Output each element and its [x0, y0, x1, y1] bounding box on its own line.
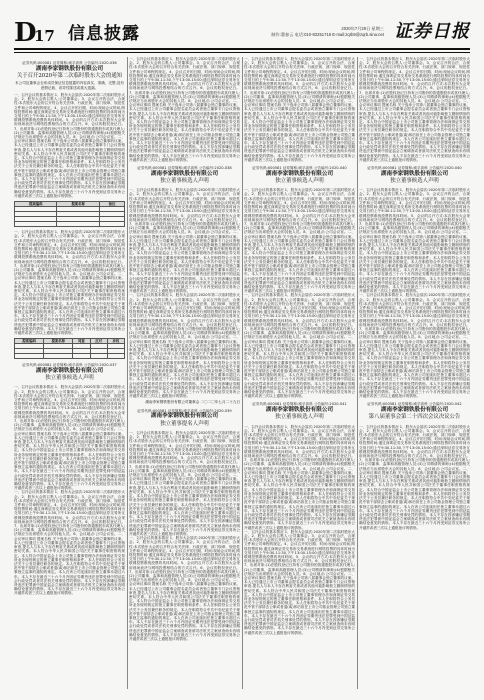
column-divider [357, 57, 358, 689]
notice-header [244, 166, 355, 185]
notice-declaration: 本公司及董事会全体成员保证信息披露的内容真实、准确、完整,没有虚假记载、误导性陈述或重大遗漏。 [15, 81, 124, 90]
voting-table [14, 338, 125, 359]
issue-date: 2020年7月29日 星期三 [341, 26, 384, 31]
table-header: 提案名称 [57, 202, 99, 207]
notice-body: 一、召开会议的基本情况 1、股东大会届次:2020年第二次临时股东大会。2、股东大会的召集人:公司董事会。3、会议召开的合法、合规性:本次股东大会的召开符合有关法律、行政法规、部门规章、规范性文件和公司章程的规定。4、会议召开的日期、时间:现场会议时间,网络投票时间:通过深圳证券交易所交易系统进行网络投票的具体时间为交易日的上午9:30-11:30,下午13:00-15:00;通过深圳证券交易所互联网投票系统投票的具体时间。5、会议的召开方式:本次股东大会采用现场表决与网络投票相结合的方式召开。6、会议的股权登记日。7、出席对象:(1)在股权登记日持有公司股份的普通股股东或其代理人;(2)公司董事、监事和高级管理人员;(3)公司聘请的律师;(4)根据相关法规应当出席股东大会的其他人员。8、会议地点:公司会议室。二、会议审议事项 提案名称 关于选举公司第八届董事会独立董事的议案。本人已经通过上市公司董事会提名委员会或者独立董事专门会议资格审查,提名人与本人不存在利害关系或者其他可能影响独立履职情形的密切关系。本人符合中华人民共和国公司法关于董事任职资格的规定。本人符合中国证监会上市公司独立董事管理办法和深圳证券交易所业务规则规定的独立董事任职资格和条件。本人任职将符合公务员法关于公务员兼任职务的规定。本人任职将符合中共中央纪委关于规范中管干部辞去公职或者退(离)休后担任上市公司基金管理公司独立董事独立监事的通知的规定。本人在该公司连续担任独立董事未超过六年。本人不存在最近三十六个月内因证券期货违法犯罪受到中国证监会行政处罚或者司法机关刑事处罚的情形。本人不存在因涉嫌证券期货违法犯罪被中国证监会立案调查或者被司法机关立案侦查尚未有明确结论意见的情形。本人不存在最近三十六个月内受到证券交易所公开谴责或者三次以上通报批评的情形。 [359, 293, 470, 399]
header-rule-thin [14, 52, 470, 53]
notice-body: 一、召开会议的基本情况 1、股东大会届次:2020年第二次临时股东大会。2、股东大会的召集人:公司董事会。3、会议召开的合法、合规性:本次股东大会的召开符合有关法律、行政法规、部门规章、规范性文件和公司章程的规定。4、会议召开的日期、时间:现场会议时间,网络投票时间:通过深圳证券交易所交易系统进行网络投票的具体时间为交易日的上午9:30-11:30,下午13:00-15:00;通过深圳证券交易所互联网投票系统投票的具体时间。5、会议的召开方式:本次股东大会采用现场表决与网络投票相结合的方式召开。6、会议的股权登记日。7、出席对象:(1)在股权登记日持有公司股份的普通股股东或其代理人;(2)公司董事、监事和高级管理人员;(3)公司聘请的律师;(4)根据相关法规应当出席股东大会的其他人员。8、会议地点:公司会议室。二、会议审议事项 提案名称 关于选举公司第八届董事会独立董事的议案。本人已经通过上市公司董事会提名委员会或者独立董事专门会议资格审查,提名人与本人不存在利害关系或者其他可能影响独立履职情形的密切关系。本人符合中华人民共和国公司法关于董事任职资格的规定。本人符合中国证监会上市公司独立董事管理办法和深圳证券交易所业务规则规定的独立董事任职资格和条件。本人任职将符合公务员法关于公务员兼任职务的规定。本人任职将符合中共中央纪委关于规范中管干部辞去公职或者退(离)休后担任上市公司基金管理公司独立董事独立监事的通知的规定。本人在该公司连续担任独立董事未超过六年。本人不存在最近三十六个月内因证券期货违法犯罪受到中国证监会行政处罚或者司法机关刑事处罚的情形。本人不存在因涉嫌证券期货违法犯罪被中国证监会立案调查或者被司法机关立案侦查尚未有明确结论意见的情形。本人不存在最近三十六个月内受到证券交易所公开谴责或者三次以上通报批评的情形。 [14, 93, 125, 198]
notice-title: 独立董事候选人声明 [275, 414, 324, 421]
notice-header [129, 409, 240, 428]
notice-body: 一、召开会议的基本情况 1、股东大会届次:2020年第二次临时股东大会。2、股东大会的召集人:公司董事会。3、会议召开的合法、合规性:本次股东大会的召开符合有关法律、行政法规、部门规章、规范性文件和公司章程的规定。4、会议召开的日期、时间:现场会议时间,网络投票时间:通过深圳证券交易所交易系统进行网络投票的具体时间为交易日的上午9:30-11:30,下午13:00-15:00;通过深圳证券交易所互联网投票系统投票的具体时间。5、会议的召开方式:本次股东大会采用现场表决与网络投票相结合的方式召开。6、会议的股权登记日。7、出席对象:(1)在股权登记日持有公司股份的普通股股东或其代理人;(2)公司董事、监事和高级管理人员;(3)公司聘请的律师;(4)根据相关法规应当出席股东大会的其他人员。8、会议地点:公司会议室。二、会议审议事项 提案名称 关于选举公司第八届董事会独立董事的议案。本人已经通过上市公司董事会提名委员会或者独立董事专门会议资格审查,提名人与本人不存在利害关系或者其他可能影响独立履职情形的密切关系。本人符合中华人民共和国公司法关于董事任职资格的规定。本人符合中国证监会上市公司独立董事管理办法和深圳证券交易所业务规则规定的独立董事任职资格和条件。本人任职将符合公务员法关于公务员兼任职务的规定。本人任职将符合中共中央纪委关于规范中管干部辞去公职或者退(离)休后担任上市公司基金管理公司独立董事独立监事的通知的规定。本人在该公司连续担任独立董事未超过六年。本人不存在最近三十六个月内因证券期货违法犯罪受到中国证监会行政处罚或者司法机关刑事处罚的情形。本人不存在因涉嫌证券期货违法犯罪被中国证监会立案调查或者被司法机关立案侦查尚未有明确结论意见的情形。本人不存在最近三十六个月内受到证券交易所公开谴责或者三次以上通报批评的情形。 [244, 57, 355, 162]
notice-header [244, 402, 355, 421]
notice-body: 一、召开会议的基本情况 1、股东大会届次:2020年第二次临时股东大会。2、股东大会的召集人:公司董事会。3、会议召开的合法、合规性:本次股东大会的召开符合有关法律、行政法规、部门规章、规范性文件和公司章程的规定。4、会议召开的日期、时间:现场会议时间,网络投票时间:通过深圳证券交易所交易系统进行网络投票的具体时间为交易日的上午9:30-11:30,下午13:00-15:00;通过深圳证券交易所互联网投票系统投票的具体时间。5、会议的召开方式:本次股东大会采用现场表决与网络投票相结合的方式召开。6、会议的股权登记日。7、出席对象:(1)在股权登记日持有公司股份的普通股股东或其代理人;(2)公司董事、监事和高级管理人员;(3)公司聘请的律师;(4)根据相关法规应当出席股东大会的其他人员。8、会议地点:公司会议室。二、会议审议事项 提案名称 关于选举公司第八届董事会独立董事的议案。本人已经通过上市公司董事会提名委员会或者独立董事专门会议资格审查,提名人与本人不存在利害关系或者其他可能影响独立履职情形的密切关系。本人符合中华人民共和国公司法关于董事任职资格的规定。本人符合中国证监会上市公司独立董事管理办法和深圳证券交易所业务规则规定的独立董事任职资格和条件。本人任职将符合公务员法关于公务员兼任职务的规定。本人任职将符合中共中央纪委关于规范中管干部辞去公职或者退(离)休后担任上市公司基金管理公司独立董事独立监事的通知的规定。本人在该公司连续担任独立董事未超过六年。本人不存在最近三十六个月内因证券期货违法犯罪受到中国证监会行政处罚或者司法机关刑事处罚的情形。本人不存在因涉嫌证券期货违法犯罪被中国证监会立案调查或者被司法机关立案侦查尚未有明确结论意见的情形。本人不存在最近三十六个月内受到证券交易所公开谴责或者三次以上通报批评的情形。 [359, 188, 470, 294]
proposal-table [14, 201, 125, 227]
table-header: 提案编码 [15, 339, 44, 344]
notice-body: 一、召开会议的基本情况 1、股东大会届次:2020年第二次临时股东大会。2、股东大会的召集人:公司董事会。3、会议召开的合法、合规性:本次股东大会的召开符合有关法律、行政法规、部门规章、规范性文件和公司章程的规定。4、会议召开的日期、时间:现场会议时间,网络投票时间:通过深圳证券交易所交易系统进行网络投票的具体时间为交易日的上午9:30-11:30,下午13:00-15:00;通过深圳证券交易所互联网投票系统投票的具体时间。5、会议的召开方式:本次股东大会采用现场表决与网络投票相结合的方式召开。6、会议的股权登记日。7、出席对象:(1)在股权登记日持有公司股份的普通股股东或其代理人;(2)公司董事、监事和高级管理人员;(3)公司聘请的律师;(4)根据相关法规应当出席股东大会的其他人员。8、会议地点:公司会议室。二、会议审议事项 提案名称 关于选举公司第八届董事会独立董事的议案。本人已经通过上市公司董事会提名委员会或者独立董事专门会议资格审查,提名人与本人不存在利害关系或者其他可能影响独立履职情形的密切关系。本人符合中华人民共和国公司法关于董事任职资格的规定。本人符合中国证监会上市公司独立董事管理办法和深圳证券交易所业务规则规定的独立董事任职资格和条件。本人任职将符合公务员法关于公务员兼任职务的规定。本人任职将符合中共中央纪委关于规范中管干部辞去公职或者退(离)休后担任上市公司基金管理公司独立董事独立监事的通知的规定。本人在该公司连续担任独立董事未超过六年。本人不存在最近三十六个月内因证券期货违法犯罪受到中国证监会行政处罚或者司法机关刑事处罚的情形。本人不存在因涉嫌证券期货违法犯罪被中国证监会立案调查或者被司法机关立案侦查尚未有明确结论意见的情形。本人不存在最近三十六个月内受到证券交易所公开谴责或者三次以上通报批评的情形。 [359, 424, 470, 530]
notice-header [359, 402, 470, 421]
signature: 湖南李家钢铁股份有限公司董事会 二〇二〇年七月二十九日 [145, 400, 240, 405]
notice-body: 一、召开会议的基本情况 1、股东大会届次:2020年第二次临时股东大会。2、股东大会的召集人:公司董事会。3、会议召开的合法、合规性:本次股东大会的召开符合有关法律、行政法规、部门规章、规范性文件和公司章程的规定。4、会议召开的日期、时间:现场会议时间,网络投票时间:通过深圳证券交易所交易系统进行网络投票的具体时间为交易日的上午9:30-11:30,下午13:00-15:00;通过深圳证券交易所互联网投票系统投票的具体时间。5、会议的召开方式:本次股东大会采用现场表决与网络投票相结合的方式召开。6、会议的股权登记日。7、出席对象:(1)在股权登记日持有公司股份的普通股股东或其代理人;(2)公司董事、监事和高级管理人员;(3)公司聘请的律师;(4)根据相关法规应当出席股东大会的其他人员。8、会议地点:公司会议室。二、会议审议事项 提案名称 关于选举公司第八届董事会独立董事的议案。本人已经通过上市公司董事会提名委员会或者独立董事专门会议资格审查,提名人与本人不存在利害关系或者其他可能影响独立履职情形的密切关系。本人符合中华人民共和国公司法关于董事任职资格的规定。本人符合中国证监会上市公司独立董事管理办法和深圳证券交易所业务规则规定的独立董事任职资格和条件。本人任职将符合公务员法关于公务员兼任职务的规定。本人任职将符合中共中央纪委关于规范中管干部辞去公职或者退(离)休后担任上市公司基金管理公司独立董事独立监事的通知的规定。本人在该公司连续担任独立董事未超过六年。本人不存在最近三十六个月内因证券期货违法犯罪受到中国证监会行政处罚或者司法机关刑事处罚的情形。本人不存在因涉嫌证券期货违法犯罪被中国证监会立案调查或者被司法机关立案侦查尚未有明确结论意见的情形。本人不存在最近三十六个月内受到证券交易所公开谴责或者三次以上通报批评的情形。 [14, 230, 125, 335]
notice-title: 独立董事候选人声明 [45, 375, 94, 382]
masthead [14, 20, 470, 48]
newspaper-logo: 证券日报 [394, 21, 470, 42]
table-header: 同意 [73, 339, 90, 344]
notice-title: 独立董事候选人声明 [160, 178, 209, 185]
notice-code: 证券代码:000581 证券简称:威孚高科 公告编号:2020-039 [137, 408, 232, 413]
notice-company: 湖南李家钢铁股份有限公司 [35, 65, 104, 72]
page-letter: D [14, 18, 37, 48]
issue-meta [271, 26, 384, 38]
column-2 [129, 57, 240, 689]
notice-title: 关于召开2020年第二次临时股东大会的通知 [16, 73, 123, 79]
notice-company: 湖南李家钢铁股份有限公司 [380, 407, 449, 414]
notice-body: 一、召开会议的基本情况 1、股东大会届次:2020年第二次临时股东大会。2、股东大会的召集人:公司董事会。3、会议召开的合法、合规性:本次股东大会的召开符合有关法律、行政法规、部门规章、规范性文件和公司章程的规定。4、会议召开的日期、时间:现场会议时间,网络投票时间:通过深圳证券交易所交易系统进行网络投票的具体时间为交易日的上午9:30-11:30,下午13:00-15:00;通过深圳证券交易所互联网投票系统投票的具体时间。5、会议的召开方式:本次股东大会采用现场表决与网络投票相结合的方式召开。6、会议的股权登记日。7、出席对象:(1)在股权登记日持有公司股份的普通股股东或其代理人;(2)公司董事、监事和高级管理人员;(3)公司聘请的律师;(4)根据相关法规应当出席股东大会的其他人员。8、会议地点:公司会议室。二、会议审议事项 提案名称 关于选举公司第八届董事会独立董事的议案。本人已经通过上市公司董事会提名委员会或者独立董事专门会议资格审查,提名人与本人不存在利害关系或者其他可能影响独立履职情形的密切关系。本人符合中华人民共和国公司法关于董事任职资格的规定。本人符合中国证监会上市公司独立董事管理办法和深圳证券交易所业务规则规定的独立董事任职资格和条件。本人任职将符合公务员法关于公务员兼任职务的规定。本人任职将符合中共中央纪委关于规范中管干部辞去公职或者退(离)休后担任上市公司基金管理公司独立董事独立监事的通知的规定。本人在该公司连续担任独立董事未超过六年。本人不存在最近三十六个月内因证券期货违法犯罪受到中国证监会行政处罚或者司法机关刑事处罚的情形。本人不存在因涉嫌证券期货违法犯罪被中国证监会立案调查或者被司法机关立案侦查尚未有明确结论意见的情形。本人不存在最近三十六个月内受到证券交易所公开谴责或者三次以上通报批评的情形。 [129, 188, 240, 294]
page-number: 17 [34, 27, 55, 45]
notice-code: 证券代码:000581 证券简称:威孚高科 公告编号:2020-042 [367, 402, 462, 407]
notice-code: 证券代码:000581 证券简称:威孚高科 公告编号:2020-040 [252, 166, 347, 171]
column-3 [244, 57, 355, 689]
column-divider [127, 57, 128, 689]
notice-code: 证券代码:000581 证券简称:威孚高科 公告编号:2020-041 [252, 402, 347, 407]
notice-company: 湖南李家钢铁股份有限公司 [265, 407, 334, 414]
notice-header [359, 166, 470, 185]
header-rule [14, 48, 470, 50]
notice-header [14, 363, 125, 382]
notice-header [129, 166, 240, 185]
table-header: 弃权 [107, 339, 124, 344]
notice-body: 一、召开会议的基本情况 1、股东大会届次:2020年第二次临时股东大会。2、股东大会的召集人:公司董事会。3、会议召开的合法、合规性:本次股东大会的召开符合有关法律、行政法规、部门规章、规范性文件和公司章程的规定。4、会议召开的日期、时间:现场会议时间,网络投票时间:通过深圳证券交易所交易系统进行网络投票的具体时间为交易日的上午9:30-11:30,下午13:00-15:00;通过深圳证券交易所互联网投票系统投票的具体时间。5、会议的召开方式:本次股东大会采用现场表决与网络投票相结合的方式召开。6、会议的股权登记日。7、出席对象:(1)在股权登记日持有公司股份的普通股股东或其代理人;(2)公司董事、监事和高级管理人员;(3)公司聘请的律师;(4)根据相关法规应当出席股东大会的其他人员。8、会议地点:公司会议室。二、会议审议事项 提案名称 关于选举公司第八届董事会独立董事的议案。本人已经通过上市公司董事会提名委员会或者独立董事专门会议资格审查,提名人与本人不存在利害关系或者其他可能影响独立履职情形的密切关系。本人符合中华人民共和国公司法关于董事任职资格的规定。本人符合中国证监会上市公司独立董事管理办法和深圳证券交易所业务规则规定的独立董事任职资格和条件。本人任职将符合公务员法关于公务员兼任职务的规定。本人任职将符合中共中央纪委关于规范中管干部辞去公职或者退(离)休后担任上市公司基金管理公司独立董事独立监事的通知的规定。本人在该公司连续担任独立董事未超过六年。本人不存在最近三十六个月内因证券期货违法犯罪受到中国证监会行政处罚或者司法机关刑事处罚的情形。本人不存在因涉嫌证券期货违法犯罪被中国证监会立案调查或者被司法机关立案侦查尚未有明确结论意见的情形。本人不存在最近三十六个月内受到证券交易所公开谴责或者三次以上通报批评的情形。 [129, 536, 240, 641]
table-row [15, 354, 125, 359]
editor-contact: 制作:董春云 电话:010-83251716 E-mail:zqrb9@zqrb.sina.net [271, 32, 384, 37]
notice-body: 一、召开会议的基本情况 1、股东大会届次:2020年第二次临时股东大会。2、股东大会的召集人:公司董事会。3、会议召开的合法、合规性:本次股东大会的召开符合有关法律、行政法规、部门规章、规范性文件和公司章程的规定。4、会议召开的日期、时间:现场会议时间,网络投票时间:通过深圳证券交易所交易系统进行网络投票的具体时间为交易日的上午9:30-11:30,下午13:00-15:00;通过深圳证券交易所互联网投票系统投票的具体时间。5、会议的召开方式:本次股东大会采用现场表决与网络投票相结合的方式召开。6、会议的股权登记日。7、出席对象:(1)在股权登记日持有公司股份的普通股股东或其代理人;(2)公司董事、监事和高级管理人员;(3)公司聘请的律师;(4)根据相关法规应当出席股东大会的其他人员。8、会议地点:公司会议室。二、会议审议事项 提案名称 关于选举公司第八届董事会独立董事的议案。本人已经通过上市公司董事会提名委员会或者独立董事专门会议资格审查,提名人与本人不存在利害关系或者其他可能影响独立履职情形的密切关系。本人符合中华人民共和国公司法关于董事任职资格的规定。本人符合中国证监会上市公司独立董事管理办法和深圳证券交易所业务规则规定的独立董事任职资格和条件。本人任职将符合公务员法关于公务员兼任职务的规定。本人任职将符合中共中央纪委关于规范中管干部辞去公职或者退(离)休后担任上市公司基金管理公司独立董事独立监事的通知的规定。本人在该公司连续担任独立董事未超过六年。本人不存在最近三十六个月内因证券期货违法犯罪受到中国证监会行政处罚或者司法机关刑事处罚的情形。本人不存在因涉嫌证券期货违法犯罪被中国证监会立案调查或者被司法机关立案侦查尚未有明确结论意见的情形。本人不存在最近三十六个月内受到证券交易所公开谴责或者三次以上通报批评的情形。 [129, 431, 240, 536]
notice-code: 证券代码:000581 证券简称:威孚高科 公告编号:2020-036 [22, 61, 117, 65]
table-header: 提案编码 [15, 202, 57, 207]
notice-header [14, 61, 125, 90]
table-row [15, 222, 125, 227]
section-title: 信息披露 [68, 24, 140, 44]
notice-title: 第八届董事会第二十四次会议决议公告 [368, 414, 461, 421]
column-divider [242, 57, 243, 689]
notice-body: 一、召开会议的基本情况 1、股东大会届次:2020年第二次临时股东大会。2、股东大会的召集人:公司董事会。3、会议召开的合法、合规性:本次股东大会的召开符合有关法律、行政法规、部门规章、规范性文件和公司章程的规定。4、会议召开的日期、时间:现场会议时间,网络投票时间:通过深圳证券交易所交易系统进行网络投票的具体时间为交易日的上午9:30-11:30,下午13:00-15:00;通过深圳证券交易所互联网投票系统投票的具体时间。5、会议的召开方式:本次股东大会采用现场表决与网络投票相结合的方式召开。6、会议的股权登记日。7、出席对象:(1)在股权登记日持有公司股份的普通股股东或其代理人;(2)公司董事、监事和高级管理人员;(3)公司聘请的律师;(4)根据相关法规应当出席股东大会的其他人员。8、会议地点:公司会议室。二、会议审议事项 提案名称 关于选举公司第八届董事会独立董事的议案。本人已经通过上市公司董事会提名委员会或者独立董事专门会议资格审查,提名人与本人不存在利害关系或者其他可能影响独立履职情形的密切关系。本人符合中华人民共和国公司法关于董事任职资格的规定。本人符合中国证监会上市公司独立董事管理办法和深圳证券交易所业务规则规定的独立董事任职资格和条件。本人任职将符合公务员法关于公务员兼任职务的规定。本人任职将符合中共中央纪委关于规范中管干部辞去公职或者退(离)休后担任上市公司基金管理公司独立董事独立监事的通知的规定。本人在该公司连续担任独立董事未超过六年。本人不存在最近三十六个月内因证券期货违法犯罪受到中国证监会行政处罚或者司法机关刑事处罚的情形。本人不存在因涉嫌证券期货违法犯罪被中国证监会立案调查或者被司法机关立案侦查尚未有明确结论意见的情形。本人不存在最近三十六个月内受到证券交易所公开谴责或者三次以上通报批评的情形。 [129, 57, 240, 162]
notice-code: 证券代码:000581 证券简称:威孚高科 公告编号:2020-040 [367, 166, 462, 171]
notice-body: 一、召开会议的基本情况 1、股东大会届次:2020年第二次临时股东大会。2、股东大会的召集人:公司董事会。3、会议召开的合法、合规性:本次股东大会的召开符合有关法律、行政法规、部门规章、规范性文件和公司章程的规定。4、会议召开的日期、时间:现场会议时间,网络投票时间:通过深圳证券交易所交易系统进行网络投票的具体时间为交易日的上午9:30-11:30,下午13:00-15:00;通过深圳证券交易所互联网投票系统投票的具体时间。5、会议的召开方式:本次股东大会采用现场表决与网络投票相结合的方式召开。6、会议的股权登记日。7、出席对象:(1)在股权登记日持有公司股份的普通股股东或其代理人;(2)公司董事、监事和高级管理人员;(3)公司聘请的律师;(4)根据相关法规应当出席股东大会的其他人员。8、会议地点:公司会议室。二、会议审议事项 提案名称 关于选举公司第八届董事会独立董事的议案。本人已经通过上市公司董事会提名委员会或者独立董事专门会议资格审查,提名人与本人不存在利害关系或者其他可能影响独立履职情形的密切关系。本人符合中华人民共和国公司法关于董事任职资格的规定。本人符合中国证监会上市公司独立董事管理办法和深圳证券交易所业务规则规定的独立董事任职资格和条件。本人任职将符合公务员法关于公务员兼任职务的规定。本人任职将符合中共中央纪委关于规范中管干部辞去公职或者退(离)休后担任上市公司基金管理公司独立董事独立监事的通知的规定。本人在该公司连续担任独立董事未超过六年。本人不存在最近三十六个月内因证券期货违法犯罪受到中国证监会行政处罚或者司法机关刑事处罚的情形。本人不存在因涉嫌证券期货违法犯罪被中国证监会立案调查或者被司法机关立案侦查尚未有明确结论意见的情形。本人不存在最近三十六个月内受到证券交易所公开谴责或者三次以上通报批评的情形。 [244, 529, 355, 635]
notice-company: 湖南李家钢铁股份有限公司 [150, 413, 219, 420]
notice-body: 一、召开会议的基本情况 1、股东大会届次:2020年第二次临时股东大会。2、股东大会的召集人:公司董事会。3、会议召开的合法、合规性:本次股东大会的召开符合有关法律、行政法规、部门规章、规范性文件和公司章程的规定。4、会议召开的日期、时间:现场会议时间,网络投票时间:通过深圳证券交易所交易系统进行网络投票的具体时间为交易日的上午9:30-11:30,下午13:00-15:00;通过深圳证券交易所互联网投票系统投票的具体时间。5、会议的召开方式:本次股东大会采用现场表决与网络投票相结合的方式召开。6、会议的股权登记日。7、出席对象:(1)在股权登记日持有公司股份的普通股股东或其代理人;(2)公司董事、监事和高级管理人员;(3)公司聘请的律师;(4)根据相关法规应当出席股东大会的其他人员。8、会议地点:公司会议室。二、会议审议事项 提案名称 关于选举公司第八届董事会独立董事的议案。本人已经通过上市公司董事会提名委员会或者独立董事专门会议资格审查,提名人与本人不存在利害关系或者其他可能影响独立履职情形的密切关系。本人符合中华人民共和国公司法关于董事任职资格的规定。本人符合中国证监会上市公司独立董事管理办法和深圳证券交易所业务规则规定的独立董事任职资格和条件。本人任职将符合公务员法关于公务员兼任职务的规定。本人任职将符合中共中央纪委关于规范中管干部辞去公职或者退(离)休后担任上市公司基金管理公司独立董事独立监事的通知的规定。本人在该公司连续担任独立董事未超过六年。本人不存在最近三十六个月内因证券期货违法犯罪受到中国证监会行政处罚或者司法机关刑事处罚的情形。本人不存在因涉嫌证券期货违法犯罪被中国证监会立案调查或者被司法机关立案侦查尚未有明确结论意见的情形。本人不存在最近三十六个月内受到证券交易所公开谴责或者三次以上通报批评的情形。 [359, 57, 470, 162]
notice-title: 独立董事候选人声明 [275, 178, 324, 185]
notice-body: 一、召开会议的基本情况 1、股东大会届次:2020年第二次临时股东大会。2、股东大会的召集人:公司董事会。3、会议召开的合法、合规性:本次股东大会的召开符合有关法律、行政法规、部门规章、规范性文件和公司章程的规定。4、会议召开的日期、时间:现场会议时间,网络投票时间:通过深圳证券交易所交易系统进行网络投票的具体时间为交易日的上午9:30-11:30,下午13:00-15:00;通过深圳证券交易所互联网投票系统投票的具体时间。5、会议的召开方式:本次股东大会采用现场表决与网络投票相结合的方式召开。6、会议的股权登记日。7、出席对象:(1)在股权登记日持有公司股份的普通股股东或其代理人;(2)公司董事、监事和高级管理人员;(3)公司聘请的律师;(4)根据相关法规应当出席股东大会的其他人员。8、会议地点:公司会议室。二、会议审议事项 提案名称 关于选举公司第八届董事会独立董事的议案。本人已经通过上市公司董事会提名委员会或者独立董事专门会议资格审查,提名人与本人不存在利害关系或者其他可能影响独立履职情形的密切关系。本人符合中华人民共和国公司法关于董事任职资格的规定。本人符合中国证监会上市公司独立董事管理办法和深圳证券交易所业务规则规定的独立董事任职资格和条件。本人任职将符合公务员法关于公务员兼任职务的规定。本人任职将符合中共中央纪委关于规范中管干部辞去公职或者退(离)休后担任上市公司基金管理公司独立董事独立监事的通知的规定。本人在该公司连续担任独立董事未超过六年。本人不存在最近三十六个月内因证券期货违法犯罪受到中国证监会行政处罚或者司法机关刑事处罚的情形。本人不存在因涉嫌证券期货违法犯罪被中国证监会立案调查或者被司法机关立案侦查尚未有明确结论意见的情形。本人不存在最近三十六个月内受到证券交易所公开谴责或者三次以上通报批评的情形。 [244, 424, 355, 530]
table-header: 提案名称 [44, 339, 73, 344]
notice-body: 一、召开会议的基本情况 1、股东大会届次:2020年第二次临时股东大会。2、股东大会的召集人:公司董事会。3、会议召开的合法、合规性:本次股东大会的召开符合有关法律、行政法规、部门规章、规范性文件和公司章程的规定。4、会议召开的日期、时间:现场会议时间,网络投票时间:通过深圳证券交易所交易系统进行网络投票的具体时间为交易日的上午9:30-11:30,下午13:00-15:00;通过深圳证券交易所互联网投票系统投票的具体时间。5、会议的召开方式:本次股东大会采用现场表决与网络投票相结合的方式召开。6、会议的股权登记日。7、出席对象:(1)在股权登记日持有公司股份的普通股股东或其代理人;(2)公司董事、监事和高级管理人员;(3)公司聘请的律师;(4)根据相关法规应当出席股东大会的其他人员。8、会议地点:公司会议室。二、会议审议事项 提案名称 关于选举公司第八届董事会独立董事的议案。本人已经通过上市公司董事会提名委员会或者独立董事专门会议资格审查,提名人与本人不存在利害关系或者其他可能影响独立履职情形的密切关系。本人符合中华人民共和国公司法关于董事任职资格的规定。本人符合中国证监会上市公司独立董事管理办法和深圳证券交易所业务规则规定的独立董事任职资格和条件。本人任职将符合公务员法关于公务员兼任职务的规定。本人任职将符合中共中央纪委关于规范中管干部辞去公职或者退(离)休后担任上市公司基金管理公司独立董事独立监事的通知的规定。本人在该公司连续担任独立董事未超过六年。本人不存在最近三十六个月内因证券期货违法犯罪受到中国证监会行政处罚或者司法机关刑事处罚的情形。本人不存在因涉嫌证券期货违法犯罪被中国证监会立案调查或者被司法机关立案侦查尚未有明确结论意见的情形。本人不存在最近三十六个月内受到证券交易所公开谴责或者三次以上通报批评的情形。 [129, 293, 240, 399]
notice-body: 一、召开会议的基本情况 1、股东大会届次:2020年第二次临时股东大会。2、股东大会的召集人:公司董事会。3、会议召开的合法、合规性:本次股东大会的召开符合有关法律、行政法规、部门规章、规范性文件和公司章程的规定。4、会议召开的日期、时间:现场会议时间,网络投票时间:通过深圳证券交易所交易系统进行网络投票的具体时间为交易日的上午9:30-11:30,下午13:00-15:00;通过深圳证券交易所互联网投票系统投票的具体时间。5、会议的召开方式:本次股东大会采用现场表决与网络投票相结合的方式召开。6、会议的股权登记日。7、出席对象:(1)在股权登记日持有公司股份的普通股股东或其代理人;(2)公司董事、监事和高级管理人员;(3)公司聘请的律师;(4)根据相关法规应当出席股东大会的其他人员。8、会议地点:公司会议室。二、会议审议事项 提案名称 关于选举公司第八届董事会独立董事的议案。本人已经通过上市公司董事会提名委员会或者独立董事专门会议资格审查,提名人与本人不存在利害关系或者其他可能影响独立履职情形的密切关系。本人符合中华人民共和国公司法关于董事任职资格的规定。本人符合中国证监会上市公司独立董事管理办法和深圳证券交易所业务规则规定的独立董事任职资格和条件。本人任职将符合公务员法关于公务员兼任职务的规定。本人任职将符合中共中央纪委关于规范中管干部辞去公职或者退(离)休后担任上市公司基金管理公司独立董事独立监事的通知的规定。本人在该公司连续担任独立董事未超过六年。本人不存在最近三十六个月内因证券期货违法犯罪受到中国证监会行政处罚或者司法机关刑事处罚的情形。本人不存在因涉嫌证券期货违法犯罪被中国证监会立案调查或者被司法机关立案侦查尚未有明确结论意见的情形。本人不存在最近三十六个月内受到证券交易所公开谴责或者三次以上通报批评的情形。 [244, 293, 355, 399]
notice-company: 湖南李家钢铁股份有限公司 [265, 170, 334, 177]
column-4 [359, 57, 470, 689]
notice-title: 独立董事候选人声明 [390, 178, 439, 185]
notice-title: 独立董事提名人声明 [160, 420, 209, 427]
notice-company: 湖南李家钢铁股份有限公司 [35, 367, 104, 374]
notice-body: 一、召开会议的基本情况 1、股东大会届次:2020年第二次临时股东大会。2、股东大会的召集人:公司董事会。3、会议召开的合法、合规性:本次股东大会的召开符合有关法律、行政法规、部门规章、规范性文件和公司章程的规定。4、会议召开的日期、时间:现场会议时间,网络投票时间:通过深圳证券交易所交易系统进行网络投票的具体时间为交易日的上午9:30-11:30,下午13:00-15:00;通过深圳证券交易所互联网投票系统投票的具体时间。5、会议的召开方式:本次股东大会采用现场表决与网络投票相结合的方式召开。6、会议的股权登记日。7、出席对象:(1)在股权登记日持有公司股份的普通股股东或其代理人;(2)公司董事、监事和高级管理人员;(3)公司聘请的律师;(4)根据相关法规应当出席股东大会的其他人员。8、会议地点:公司会议室。二、会议审议事项 提案名称 关于选举公司第八届董事会独立董事的议案。本人已经通过上市公司董事会提名委员会或者独立董事专门会议资格审查,提名人与本人不存在利害关系或者其他可能影响独立履职情形的密切关系。本人符合中华人民共和国公司法关于董事任职资格的规定。本人符合中国证监会上市公司独立董事管理办法和深圳证券交易所业务规则规定的独立董事任职资格和条件。本人任职将符合公务员法关于公务员兼任职务的规定。本人任职将符合中共中央纪委关于规范中管干部辞去公职或者退(离)休后担任上市公司基金管理公司独立董事独立监事的通知的规定。本人在该公司连续担任独立董事未超过六年。本人不存在最近三十六个月内因证券期货违法犯罪受到中国证监会行政处罚或者司法机关刑事处罚的情形。本人不存在因涉嫌证券期货违法犯罪被中国证监会立案调查或者被司法机关立案侦查尚未有明确结论意见的情形。本人不存在最近三十六个月内受到证券交易所公开谴责或者三次以上通报批评的情形。 [14, 385, 125, 491]
notice-code: 证券代码:000581 证券简称:威孚高科 公告编号:2020-037 [22, 363, 117, 368]
notice-company: 湖南李家钢铁股份有限公司 [150, 170, 219, 177]
table-header: 备注 [99, 202, 124, 207]
table-header: 反对 [90, 339, 107, 344]
notice-company: 湖南李家钢铁股份有限公司 [380, 170, 449, 177]
notice-body: 一、召开会议的基本情况 1、股东大会届次:2020年第二次临时股东大会。2、股东大会的召集人:公司董事会。3、会议召开的合法、合规性:本次股东大会的召开符合有关法律、行政法规、部门规章、规范性文件和公司章程的规定。4、会议召开的日期、时间:现场会议时间,网络投票时间:通过深圳证券交易所交易系统进行网络投票的具体时间为交易日的上午9:30-11:30,下午13:00-15:00;通过深圳证券交易所互联网投票系统投票的具体时间。5、会议的召开方式:本次股东大会采用现场表决与网络投票相结合的方式召开。6、会议的股权登记日。7、出席对象:(1)在股权登记日持有公司股份的普通股股东或其代理人;(2)公司董事、监事和高级管理人员;(3)公司聘请的律师;(4)根据相关法规应当出席股东大会的其他人员。8、会议地点:公司会议室。二、会议审议事项 提案名称 关于选举公司第八届董事会独立董事的议案。本人已经通过上市公司董事会提名委员会或者独立董事专门会议资格审查,提名人与本人不存在利害关系或者其他可能影响独立履职情形的密切关系。本人符合中华人民共和国公司法关于董事任职资格的规定。本人符合中国证监会上市公司独立董事管理办法和深圳证券交易所业务规则规定的独立董事任职资格和条件。本人任职将符合公务员法关于公务员兼任职务的规定。本人任职将符合中共中央纪委关于规范中管干部辞去公职或者退(离)休后担任上市公司基金管理公司独立董事独立监事的通知的规定。本人在该公司连续担任独立董事未超过六年。本人不存在最近三十六个月内因证券期货违法犯罪受到中国证监会行政处罚或者司法机关刑事处罚的情形。本人不存在因涉嫌证券期货违法犯罪被中国证监会立案调查或者被司法机关立案侦查尚未有明确结论意见的情形。本人不存在最近三十六个月内受到证券交易所公开谴责或者三次以上通报批评的情形。 [244, 188, 355, 294]
column-1 [14, 57, 125, 689]
notice-body: 一、召开会议的基本情况 1、股东大会届次:2020年第二次临时股东大会。2、股东大会的召集人:公司董事会。3、会议召开的合法、合规性:本次股东大会的召开符合有关法律、行政法规、部门规章、规范性文件和公司章程的规定。4、会议召开的日期、时间:现场会议时间,网络投票时间:通过深圳证券交易所交易系统进行网络投票的具体时间为交易日的上午9:30-11:30,下午13:00-15:00;通过深圳证券交易所互联网投票系统投票的具体时间。5、会议的召开方式:本次股东大会采用现场表决与网络投票相结合的方式召开。6、会议的股权登记日。7、出席对象:(1)在股权登记日持有公司股份的普通股股东或其代理人;(2)公司董事、监事和高级管理人员;(3)公司聘请的律师;(4)根据相关法规应当出席股东大会的其他人员。8、会议地点:公司会议室。二、会议审议事项 提案名称 关于选举公司第八届董事会独立董事的议案。本人已经通过上市公司董事会提名委员会或者独立董事专门会议资格审查,提名人与本人不存在利害关系或者其他可能影响独立履职情形的密切关系。本人符合中华人民共和国公司法关于董事任职资格的规定。本人符合中国证监会上市公司独立董事管理办法和深圳证券交易所业务规则规定的独立董事任职资格和条件。本人任职将符合公务员法关于公务员兼任职务的规定。本人任职将符合中共中央纪委关于规范中管干部辞去公职或者退(离)休后担任上市公司基金管理公司独立董事独立监事的通知的规定。本人在该公司连续担任独立董事未超过六年。本人不存在最近三十六个月内因证券期货违法犯罪受到中国证监会行政处罚或者司法机关刑事处罚的情形。本人不存在因涉嫌证券期货违法犯罪被中国证监会立案调查或者被司法机关立案侦查尚未有明确结论意见的情形。本人不存在最近三十六个月内受到证券交易所公开谴责或者三次以上通报批评的情形。 [14, 490, 125, 596]
notice-code: 证券代码:000581 证券简称:威孚高科 公告编号:2020-038 [137, 166, 232, 171]
